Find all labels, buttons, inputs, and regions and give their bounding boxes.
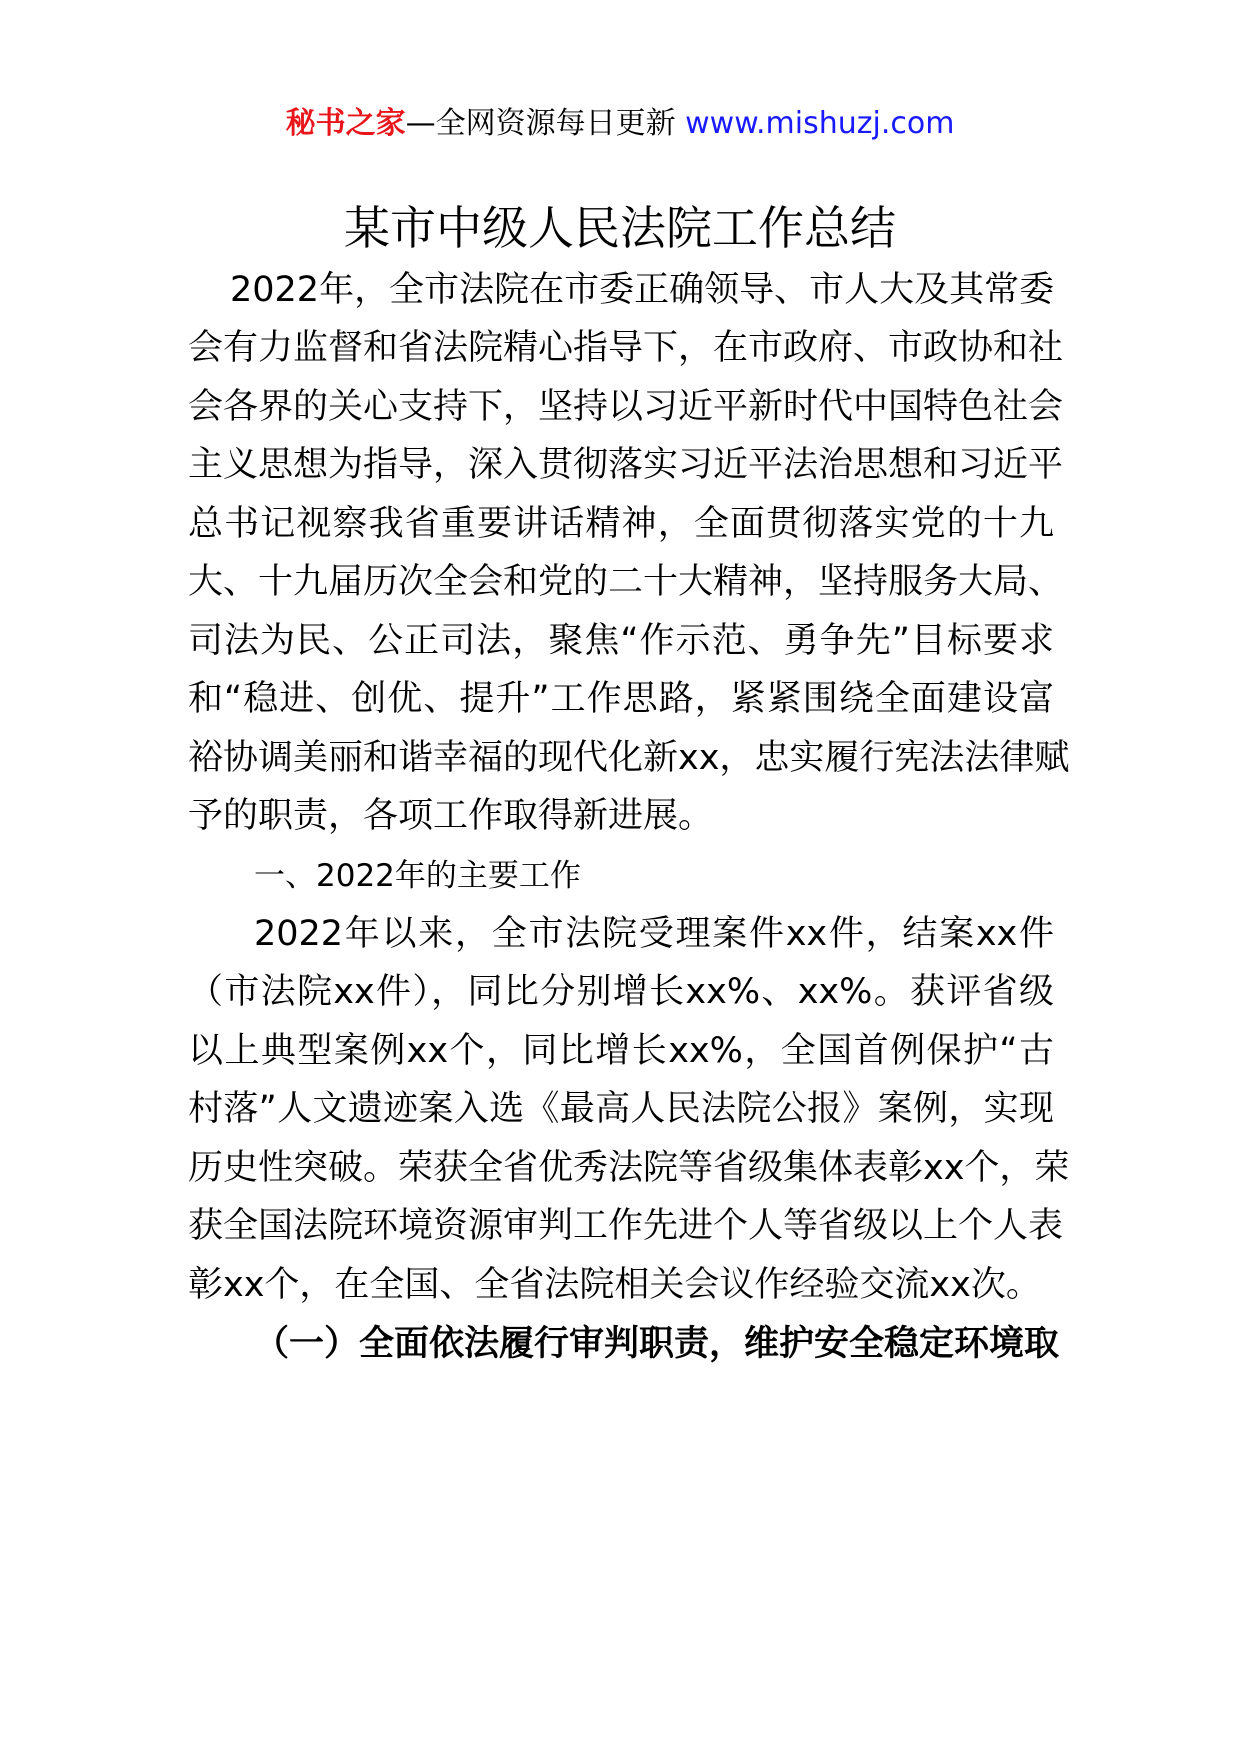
para1-line-6: 大、十九届历次全会和党的二十大精神，坚持服务大局、 [188, 562, 1064, 602]
para1-line-1: 2022年，全市法院在市委正确领导、市人大及其常委 [230, 270, 1055, 310]
subsection-heading-1: （一）全面依法履行审判职责，维护安全稳定环境取 [254, 1324, 1060, 1364]
para1-line-7: 司法为民、公正司法，聚焦“作示范、勇争先”目标要求 [188, 621, 1054, 661]
para2-line-2: （市法院xx件），同比分别增长xx%、xx%。获评省级 [188, 972, 1054, 1012]
para2-line-5: 历史性突破。荣获全省优秀法院等省级集体表彰xx个，荣 [188, 1148, 1070, 1188]
para2-line-1: 2022年以来，全市法院受理案件xx件，结案xx件 [254, 914, 1054, 954]
para1-line-10: 予的职责，各项工作取得新进展。 [188, 796, 714, 836]
para2-line-3: 以上典型案例xx个，同比增长xx%，全国首例保护“古 [188, 1031, 1054, 1071]
site-url-link[interactable]: www.mishuzj.com [685, 106, 955, 141]
para1-line-8: 和“稳进、创优、提升”工作思路，紧紧围绕全面建设富 [188, 679, 1054, 719]
document-title: 某市中级人民法院工作总结 [344, 201, 896, 255]
para2-line-4: 村落”人文遗迹案入选《最高人民法院公报》案例，实现 [188, 1089, 1054, 1129]
para1-line-2: 会有力监督和省法院精心指导下，在市政府、市政协和社 [188, 328, 1064, 368]
section-heading-1: 一、2022年的主要工作 [254, 858, 581, 894]
para2-line-7: 彰xx个，在全国、全省法院相关会议作经验交流xx次。 [188, 1265, 1041, 1305]
para2-line-6: 获全国法院环境资源审判工作先进个人等省级以上个人表 [188, 1206, 1064, 1246]
site-header [0, 104, 1240, 144]
para1-line-5: 总书记视察我省重要讲话精神，全面贯彻落实党的十九 [188, 504, 1054, 544]
para1-line-4: 主义思想为指导，深入贯彻落实习近平法治思想和习近平 [188, 445, 1064, 485]
para1-line-3: 会各界的关心支持下，坚持以习近平新时代中国特色社会 [188, 387, 1064, 427]
brand-name: 秘书之家 [285, 106, 406, 141]
header-slogan: —全网资源每日更新 [405, 106, 676, 141]
para1-line-9: 裕协调美丽和谐幸福的现代化新xx，忠实履行宪法法律赋 [188, 738, 1070, 778]
